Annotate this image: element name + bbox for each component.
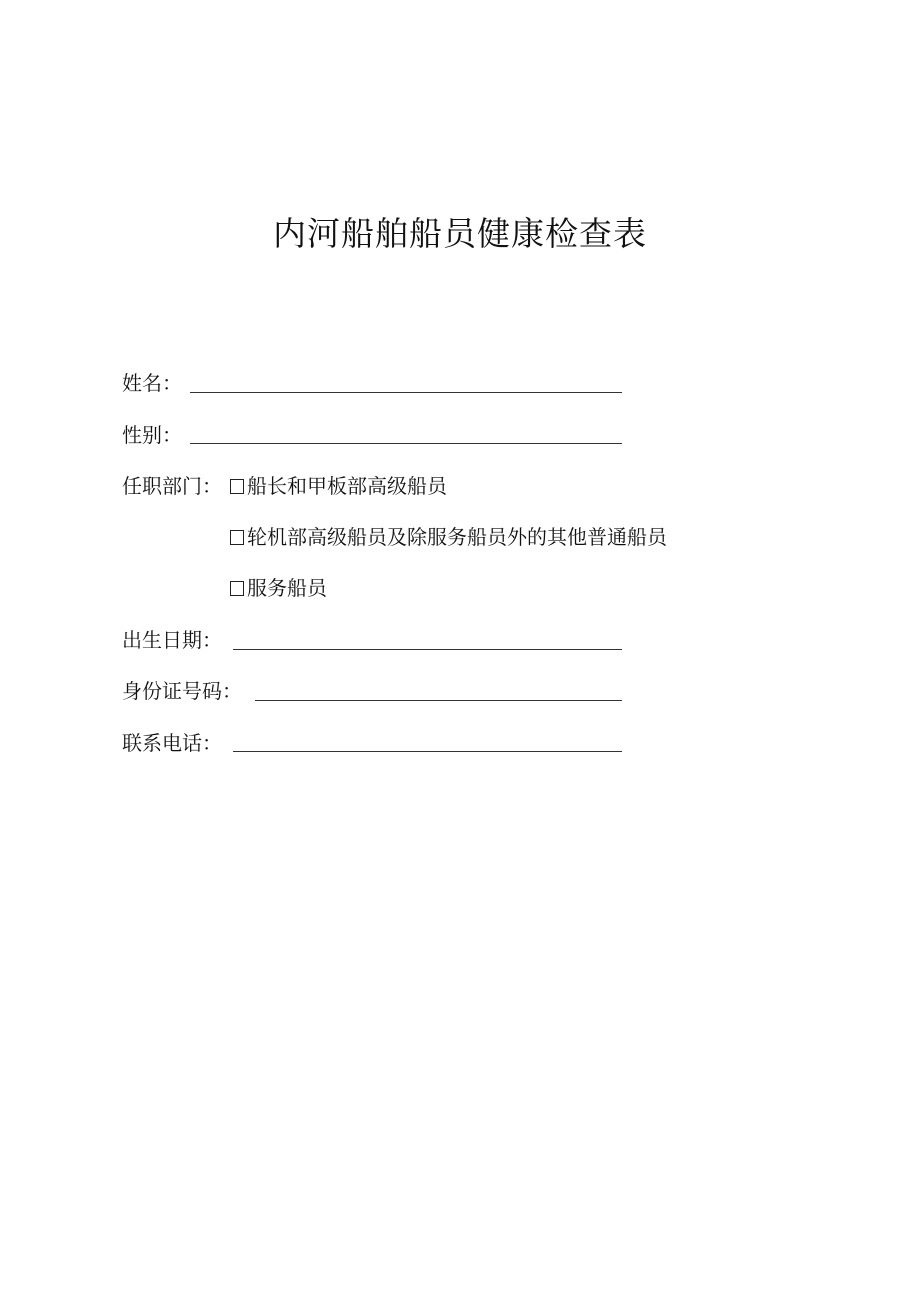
gender-row — [122, 418, 182, 448]
id-number-label: 身份证号码： — [122, 679, 242, 703]
id-number-row — [122, 674, 242, 704]
gender-label: 性别： — [122, 423, 182, 447]
department-option-engine-and-ratings[interactable] — [230, 524, 667, 550]
gender-field[interactable] — [190, 443, 622, 444]
department-option-label: 船长和甲板部高级船员 — [247, 474, 447, 498]
birthdate-label: 出生日期： — [122, 628, 222, 652]
phone-label: 联系电话： — [122, 731, 222, 755]
department-option-label: 轮机部高级船员及除服务船员外的其他普通船员 — [247, 525, 667, 549]
department-label: 任职部门： — [122, 474, 222, 498]
name-row — [122, 366, 182, 396]
name-label: 姓名： — [122, 371, 182, 395]
document-title: 内河船舶船员健康检查表 — [273, 214, 647, 253]
birthdate-field[interactable] — [233, 649, 622, 650]
id-number-field[interactable] — [255, 700, 622, 701]
department-option-service-crew[interactable] — [230, 575, 327, 601]
phone-field[interactable] — [233, 751, 622, 752]
department-option-deck-officer[interactable] — [230, 473, 447, 499]
department-row — [122, 469, 222, 499]
checkbox-icon[interactable] — [230, 530, 244, 545]
phone-row — [122, 726, 222, 756]
checkbox-icon[interactable] — [230, 581, 244, 596]
checkbox-icon[interactable] — [230, 479, 244, 494]
department-option-label: 服务船员 — [247, 576, 327, 600]
name-field[interactable] — [190, 392, 622, 393]
birthdate-row — [122, 623, 222, 653]
